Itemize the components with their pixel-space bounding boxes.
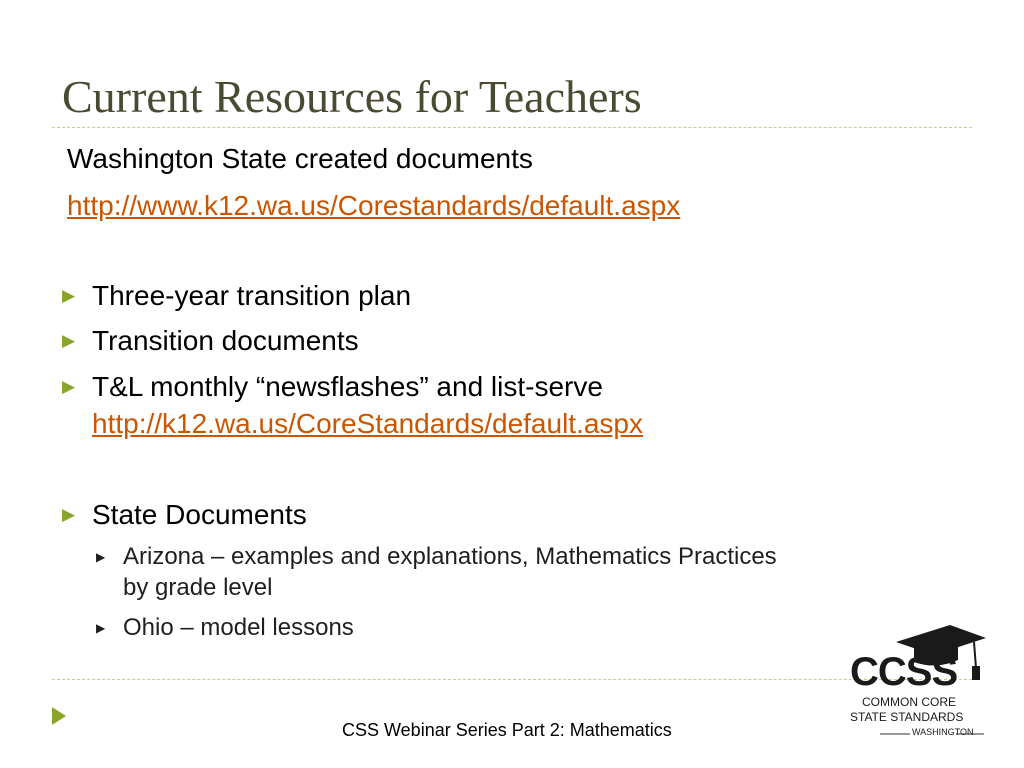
bullet-arrow-icon: ▶	[62, 286, 76, 305]
bullet-transition-plan: Three-year transition plan	[92, 280, 412, 311]
title-divider	[52, 127, 972, 128]
footer-text: CSS Webinar Series Part 2: Mathematics	[342, 720, 672, 740]
slide-title: Current Resources for Teachers	[62, 71, 642, 122]
state-documents-label: State Documents	[92, 499, 307, 530]
footer-divider	[52, 679, 972, 680]
bullet-arrow-icon: ▶	[62, 505, 76, 524]
corestandards-link[interactable]: http://k12.wa.us/CoreStandards/default.aspx	[92, 408, 643, 439]
slide-arrow-icon	[52, 707, 66, 725]
logo-line3: WASHINGTON	[912, 727, 974, 737]
bullet-transition-documents: Transition documents	[92, 325, 359, 356]
intro-heading: Washington State created documents	[67, 143, 533, 174]
logo-line1: COMMON CORE	[862, 695, 956, 709]
bullet-arrow-icon: ▶	[62, 331, 76, 350]
logo-line2: STATE STANDARDS	[850, 710, 964, 724]
wa-corestandards-link[interactable]: http://www.k12.wa.us/Corestandards/default.aspx	[67, 190, 681, 221]
bullet-arrow-icon: ▶	[62, 377, 76, 396]
sub-bullet-arrow-icon: ▶	[96, 550, 106, 564]
arizona-item: Arizona – examples and explanations, Mathematics Practices	[123, 543, 777, 570]
logo-acronym: CCSS	[850, 650, 958, 694]
sub-bullet-arrow-icon: ▶	[96, 621, 106, 635]
bullet-newsflashes: T&L monthly “newsflashes” and list-serve	[92, 371, 603, 402]
ohio-item: Ohio – model lessons	[123, 614, 354, 641]
ccss-logo	[838, 620, 988, 750]
arizona-item-continued: by grade level	[123, 574, 273, 601]
